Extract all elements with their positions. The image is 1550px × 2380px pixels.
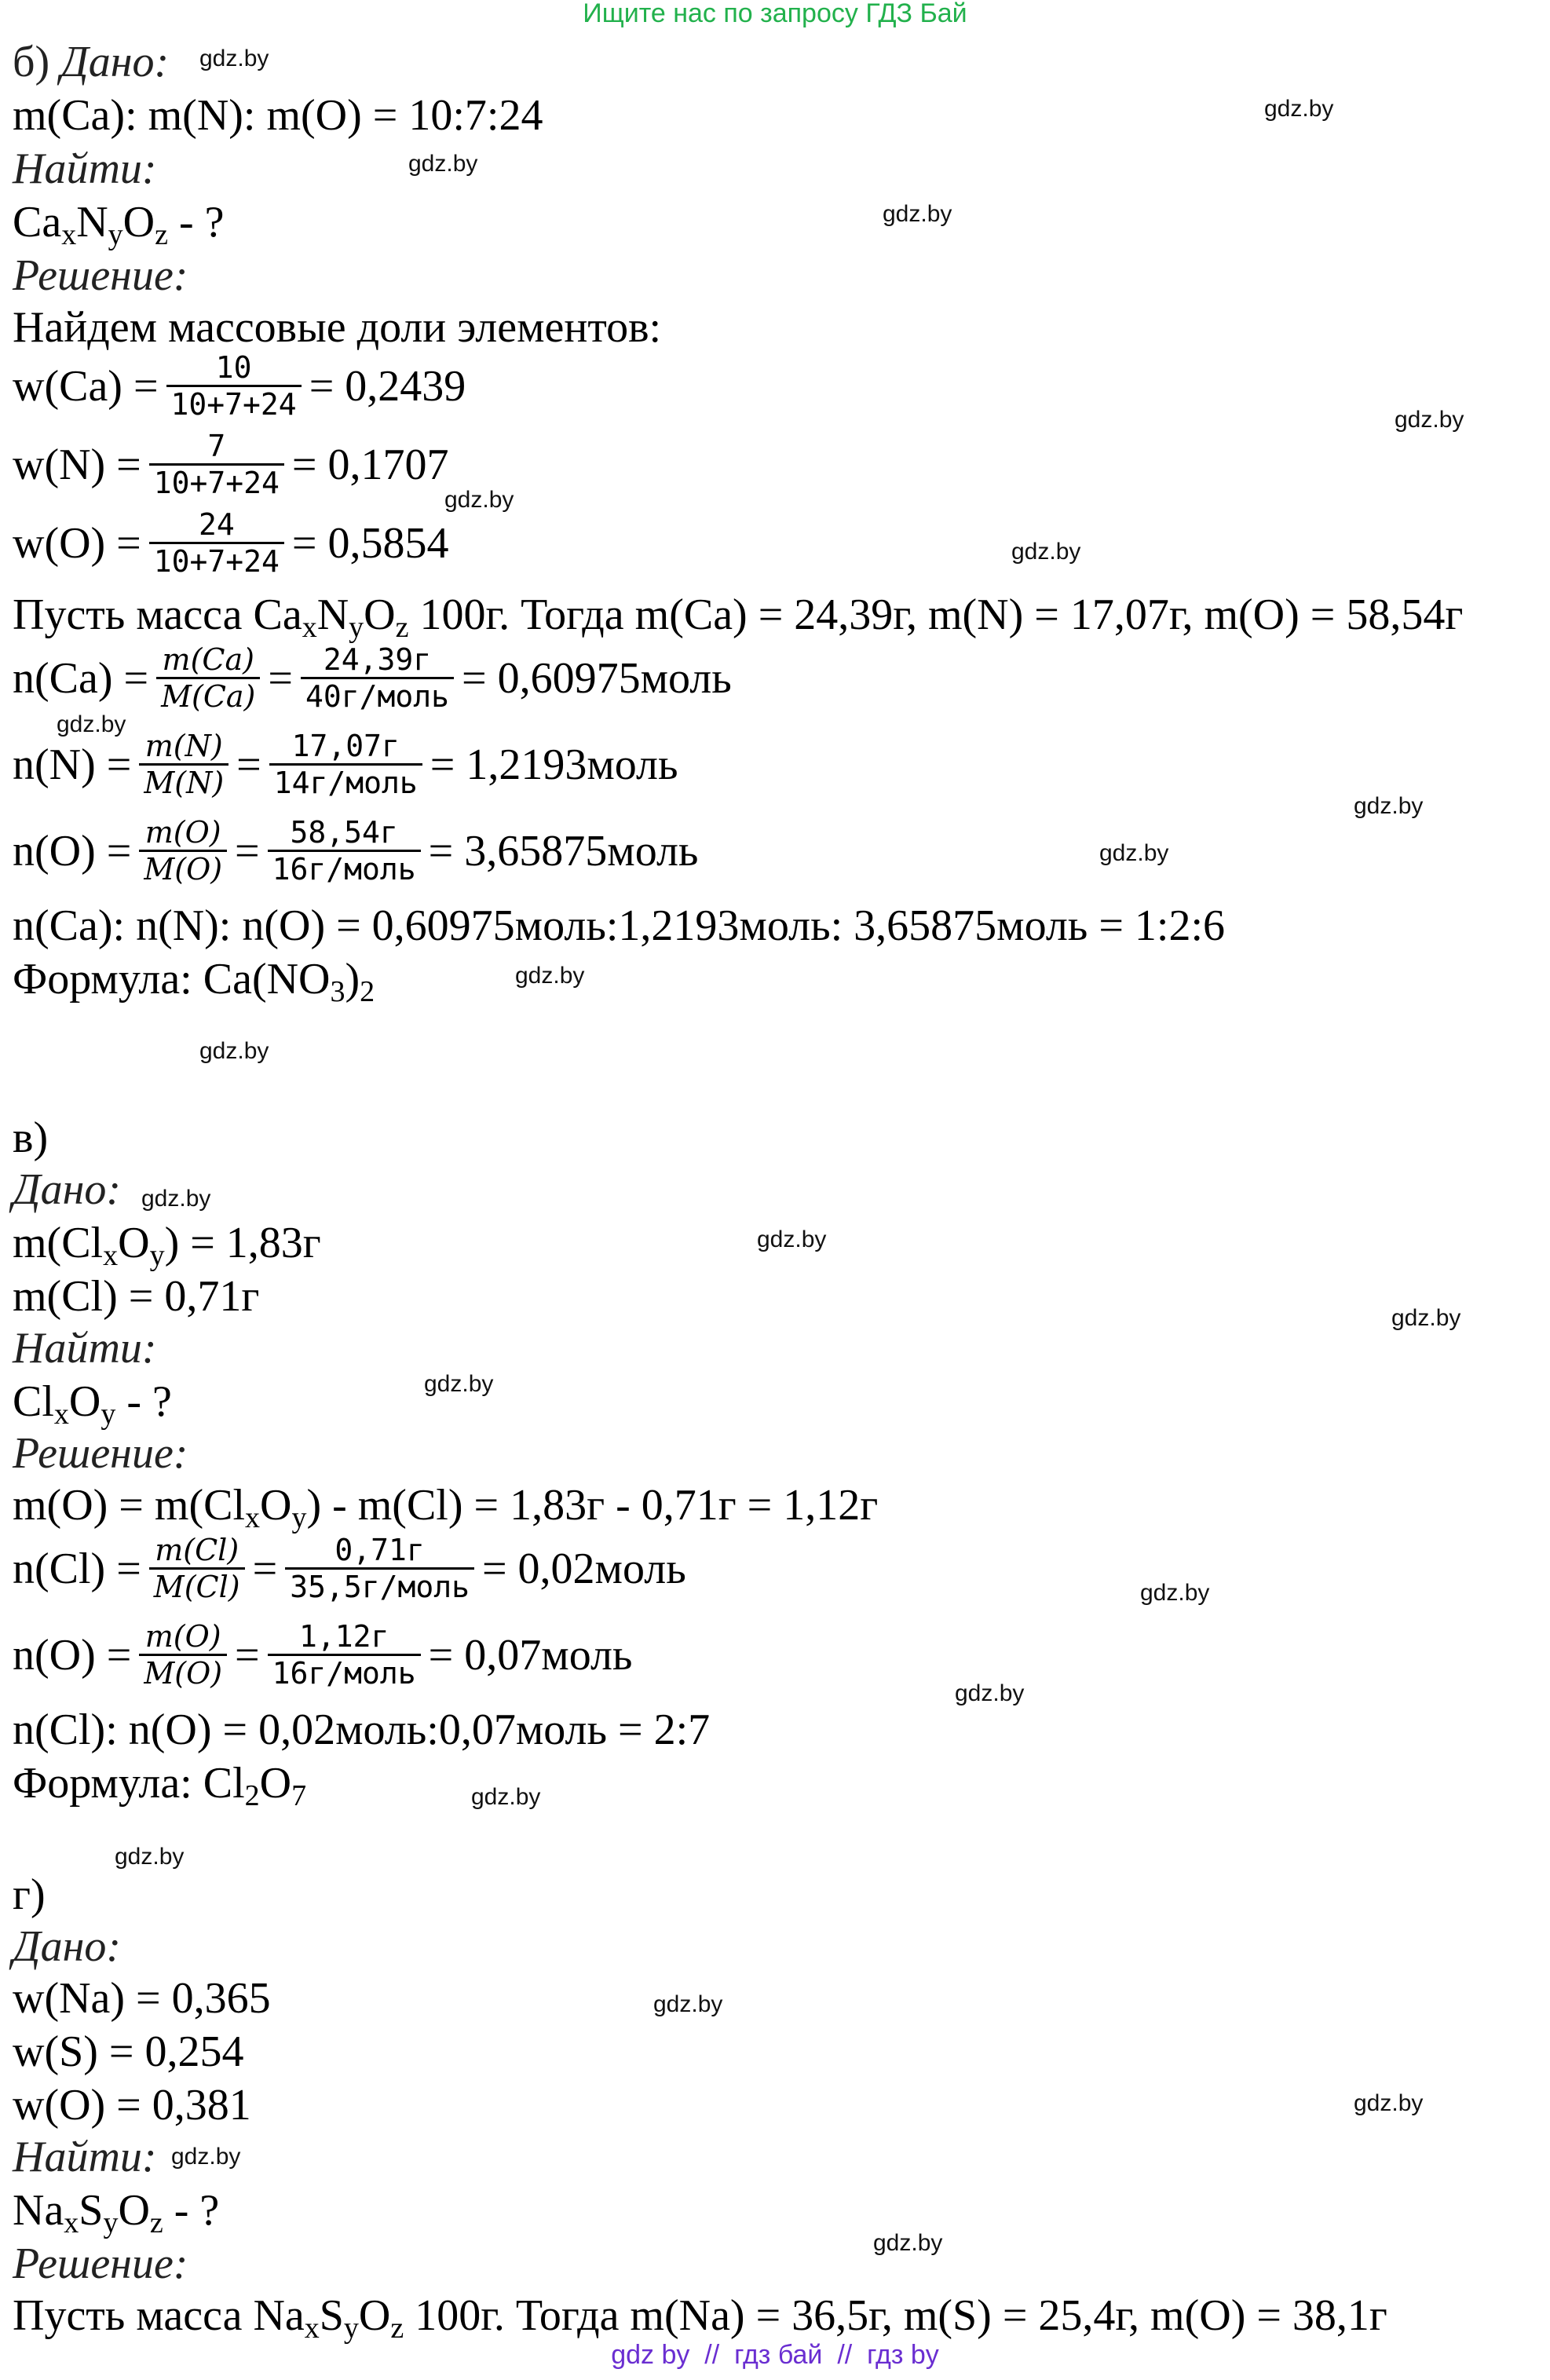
denominator: 10+7+24 <box>153 544 280 579</box>
mole-ratio: n(Ca): n(N): n(O) = 0,60975моль:1,2193моль: 3,65875моль = 1:2:6 <box>13 901 1226 950</box>
equals-sign: = <box>252 1544 278 1593</box>
numerator: 58,54г <box>290 815 398 850</box>
element-n: N <box>316 590 349 639</box>
denominator: M(Cl) <box>153 1570 240 1604</box>
watermark: gdz.by <box>757 1227 827 1252</box>
subscript-x: x <box>53 1398 69 1431</box>
solution-label: Решение: <box>13 1429 188 1478</box>
watermark: gdz.by <box>115 1844 185 1870</box>
subscript-x: x <box>304 2312 320 2345</box>
fraction <box>268 1619 421 1691</box>
eq-left: n(O) = <box>13 1630 132 1680</box>
equals-sign: = <box>236 740 261 789</box>
element-na: Na <box>13 2186 64 2235</box>
element-o: O <box>118 2186 150 2235</box>
subscript-y: y <box>349 611 364 644</box>
subscript-7: 7 <box>291 1779 307 1812</box>
element-o: O <box>364 590 396 639</box>
fraction <box>139 815 227 887</box>
text: Пусть масса <box>13 2291 254 2340</box>
watermark: gdz.by <box>1391 1305 1461 1331</box>
w-na: w(Na) = 0,365 <box>13 1974 271 2023</box>
question-mark: - ? <box>115 1377 172 1426</box>
watermark: gdz.by <box>1264 96 1334 122</box>
question-mark: - ? <box>168 198 225 247</box>
text: 100г. Тогда m(Na) = 36,5г, m(S) = 25,4г, m(O) = 38,1г <box>404 2291 1387 2340</box>
element-s: S <box>319 2291 344 2340</box>
denominator: 16г/моль <box>272 1656 416 1691</box>
find-label: Найти: <box>13 144 157 193</box>
numerator: 24,39г <box>323 642 432 677</box>
given-label: Дано: <box>13 1165 122 1214</box>
subscript-x: x <box>245 1501 260 1534</box>
watermark: gdz.by <box>57 711 126 737</box>
watermark: gdz.by <box>1354 2090 1424 2116</box>
watermark: gdz.by <box>653 1991 723 2017</box>
w-ca-equation <box>13 350 466 422</box>
find-label: Найти: <box>13 1324 157 1373</box>
numerator: 7 <box>207 429 226 463</box>
watermark: gdz.by <box>444 487 514 513</box>
n-cl-equation <box>13 1533 686 1604</box>
eq-left: n(Ca) = <box>13 653 149 703</box>
fraction <box>149 429 284 500</box>
watermark: gdz.by <box>1395 407 1464 433</box>
watermark: gdz.by <box>515 963 585 989</box>
text: ) = 1,83г <box>164 1219 321 1267</box>
solution-label: Решение: <box>13 2239 188 2288</box>
denominator: M(O) <box>144 1656 223 1691</box>
subscript-x: x <box>103 1239 119 1272</box>
denominator: 35,5г/моль <box>290 1570 470 1604</box>
watermark: gdz.by <box>1354 793 1424 819</box>
watermark: gdz.by <box>408 151 478 177</box>
element-o: O <box>259 1759 292 1808</box>
watermark: gdz.by <box>199 46 269 71</box>
numerator: 10 <box>215 350 252 385</box>
watermark: gdz.by <box>424 1371 494 1397</box>
denominator: M(Ca) <box>161 679 256 714</box>
w-n-equation <box>13 429 449 500</box>
unknown-formula <box>13 2186 219 2247</box>
w-o-equation <box>13 507 449 579</box>
element-s: S <box>79 2186 104 2235</box>
text: Пусть масса <box>13 590 254 639</box>
denominator: 10+7+24 <box>170 387 297 422</box>
mass-total <box>13 1219 321 1280</box>
eq-left: w(N) = <box>13 440 141 489</box>
equals-sign: = <box>268 653 293 703</box>
subscript-z: z <box>390 2312 404 2345</box>
eq-right: = 0,60975моль <box>462 653 732 703</box>
denominator: M(O) <box>144 852 223 887</box>
fraction <box>139 729 228 800</box>
bottom-banner[interactable]: gdz by // гдз бай // гдз by <box>611 2340 939 2370</box>
fraction <box>166 350 302 422</box>
element-o: O <box>260 1481 292 1530</box>
text: 100г. Тогда m(Ca) = 24,39г, m(N) = 17,07г, m(O) = 58,54г <box>408 590 1464 639</box>
subscript-z: z <box>155 218 168 251</box>
given-label: Дано: <box>13 1922 122 1971</box>
watermark: gdz.by <box>883 201 952 227</box>
text: Формула: Cl <box>13 1759 245 1808</box>
fraction <box>268 815 421 887</box>
subscript-z: z <box>149 2206 163 2239</box>
intro-text: Найдем массовые доли элементов: <box>13 303 662 352</box>
watermark: gdz.by <box>141 1186 211 1212</box>
numerator: m(O) <box>144 815 221 850</box>
fraction <box>149 507 284 579</box>
watermark: gdz.by <box>873 2230 943 2256</box>
subscript-y: y <box>343 2312 359 2345</box>
text: ) <box>345 955 360 1004</box>
w-o: w(O) = 0,381 <box>13 2081 251 2130</box>
n-o-equation <box>13 815 698 887</box>
eq-right: = 0,1707 <box>291 440 449 489</box>
eq-right: = 0,07моль <box>428 1630 633 1680</box>
subscript-x: x <box>61 218 77 251</box>
eq-left: w(O) = <box>13 518 141 568</box>
element-o: O <box>122 198 155 247</box>
eq-right: = 0,5854 <box>291 518 449 568</box>
equals-sign: = <box>235 826 260 876</box>
element-o: O <box>118 1219 150 1267</box>
watermark: gdz.by <box>1140 1580 1210 1606</box>
watermark: gdz.by <box>955 1680 1025 1706</box>
solution-label: Решение: <box>13 251 188 300</box>
eq-left: n(Cl) = <box>13 1544 141 1593</box>
text: ) - m(Cl) = 1,83г - 0,71г = 1,12г <box>306 1481 879 1530</box>
denominator: M(N) <box>144 766 225 800</box>
w-s: w(S) = 0,254 <box>13 2027 244 2076</box>
mass-cl: m(Cl) = 0,71г <box>13 1272 260 1321</box>
eq-right: = 0,2439 <box>309 361 466 411</box>
subscript-x: x <box>64 2206 79 2239</box>
subscript-y: y <box>149 1239 165 1272</box>
question-mark: - ? <box>163 2186 220 2235</box>
text: m(O) = m(Cl <box>13 1481 245 1530</box>
text: Формула: Ca(NO <box>13 955 331 1004</box>
mass-ratio: m(Ca): m(N): m(O) = 10:7:24 <box>13 91 543 140</box>
answer-formula <box>13 1759 306 1820</box>
fraction <box>285 1533 474 1604</box>
element-o: O <box>358 2291 391 2340</box>
equals-sign: = <box>235 1630 260 1680</box>
eq-right: = 1,2193моль <box>430 740 678 789</box>
subscript-y: y <box>103 2206 119 2239</box>
fraction <box>269 729 422 800</box>
eq-left: w(Ca) = <box>13 361 159 411</box>
subscript-y: y <box>108 218 123 251</box>
denominator: 40г/моль <box>305 679 450 714</box>
denominator: 16г/моль <box>272 852 416 887</box>
subscript-2: 2 <box>360 975 375 1008</box>
denominator: 10+7+24 <box>153 466 280 500</box>
part-v-label: в) <box>13 1113 49 1162</box>
subscript-y: y <box>291 1501 307 1534</box>
mole-ratio: n(Cl): n(O) = 0,02моль:0,07моль = 2:7 <box>13 1705 711 1754</box>
subscript-x: x <box>302 611 317 644</box>
denominator: 14г/моль <box>273 766 418 800</box>
element-cl: Cl <box>13 1377 54 1426</box>
numerator: 1,12г <box>298 1619 389 1654</box>
numerator: m(Ca) <box>162 642 254 677</box>
find-label: Найти: <box>13 2133 157 2181</box>
element-o: O <box>68 1377 101 1426</box>
part-b-label: б) <box>13 38 50 86</box>
subscript-3: 3 <box>330 975 345 1008</box>
element-ca: Ca <box>253 590 302 639</box>
fraction <box>156 642 260 714</box>
element-n: N <box>76 198 108 247</box>
answer-formula <box>13 955 375 1016</box>
eq-right: = 3,65875моль <box>428 826 699 876</box>
numerator: 24 <box>198 507 235 542</box>
eq-left: n(N) = <box>13 740 132 789</box>
eq-right: = 0,02моль <box>481 1544 686 1593</box>
n-o-equation <box>13 1619 632 1691</box>
watermark: gdz.by <box>199 1038 269 1064</box>
top-banner[interactable]: Ищите нас по запросу ГДЗ Бай <box>583 0 967 28</box>
element-ca: Ca <box>13 198 62 247</box>
fraction <box>139 1619 227 1691</box>
numerator: m(Cl) <box>155 1533 239 1567</box>
fraction <box>301 642 454 714</box>
numerator: m(N) <box>144 729 223 763</box>
numerator: 0,71г <box>334 1533 425 1567</box>
unknown-formula <box>13 198 225 259</box>
watermark: gdz.by <box>171 2144 241 2170</box>
watermark: gdz.by <box>471 1784 541 1810</box>
watermark: gdz.by <box>1011 539 1081 565</box>
part-g-label: г) <box>13 1870 46 1919</box>
subscript-z: z <box>395 611 409 644</box>
part-b-given-heading <box>13 38 169 86</box>
subscript-y: y <box>101 1398 116 1431</box>
text: m(Cl <box>13 1219 104 1267</box>
given-label: Дано: <box>60 38 170 86</box>
element-na: Na <box>253 2291 305 2340</box>
watermark: gdz.by <box>1099 840 1169 866</box>
subscript-2: 2 <box>244 1779 260 1812</box>
n-ca-equation <box>13 642 732 714</box>
n-n-equation <box>13 729 678 800</box>
fraction <box>149 1533 245 1604</box>
numerator: 17,07г <box>291 729 400 763</box>
numerator: m(O) <box>144 1619 221 1654</box>
eq-left: n(O) = <box>13 826 132 876</box>
